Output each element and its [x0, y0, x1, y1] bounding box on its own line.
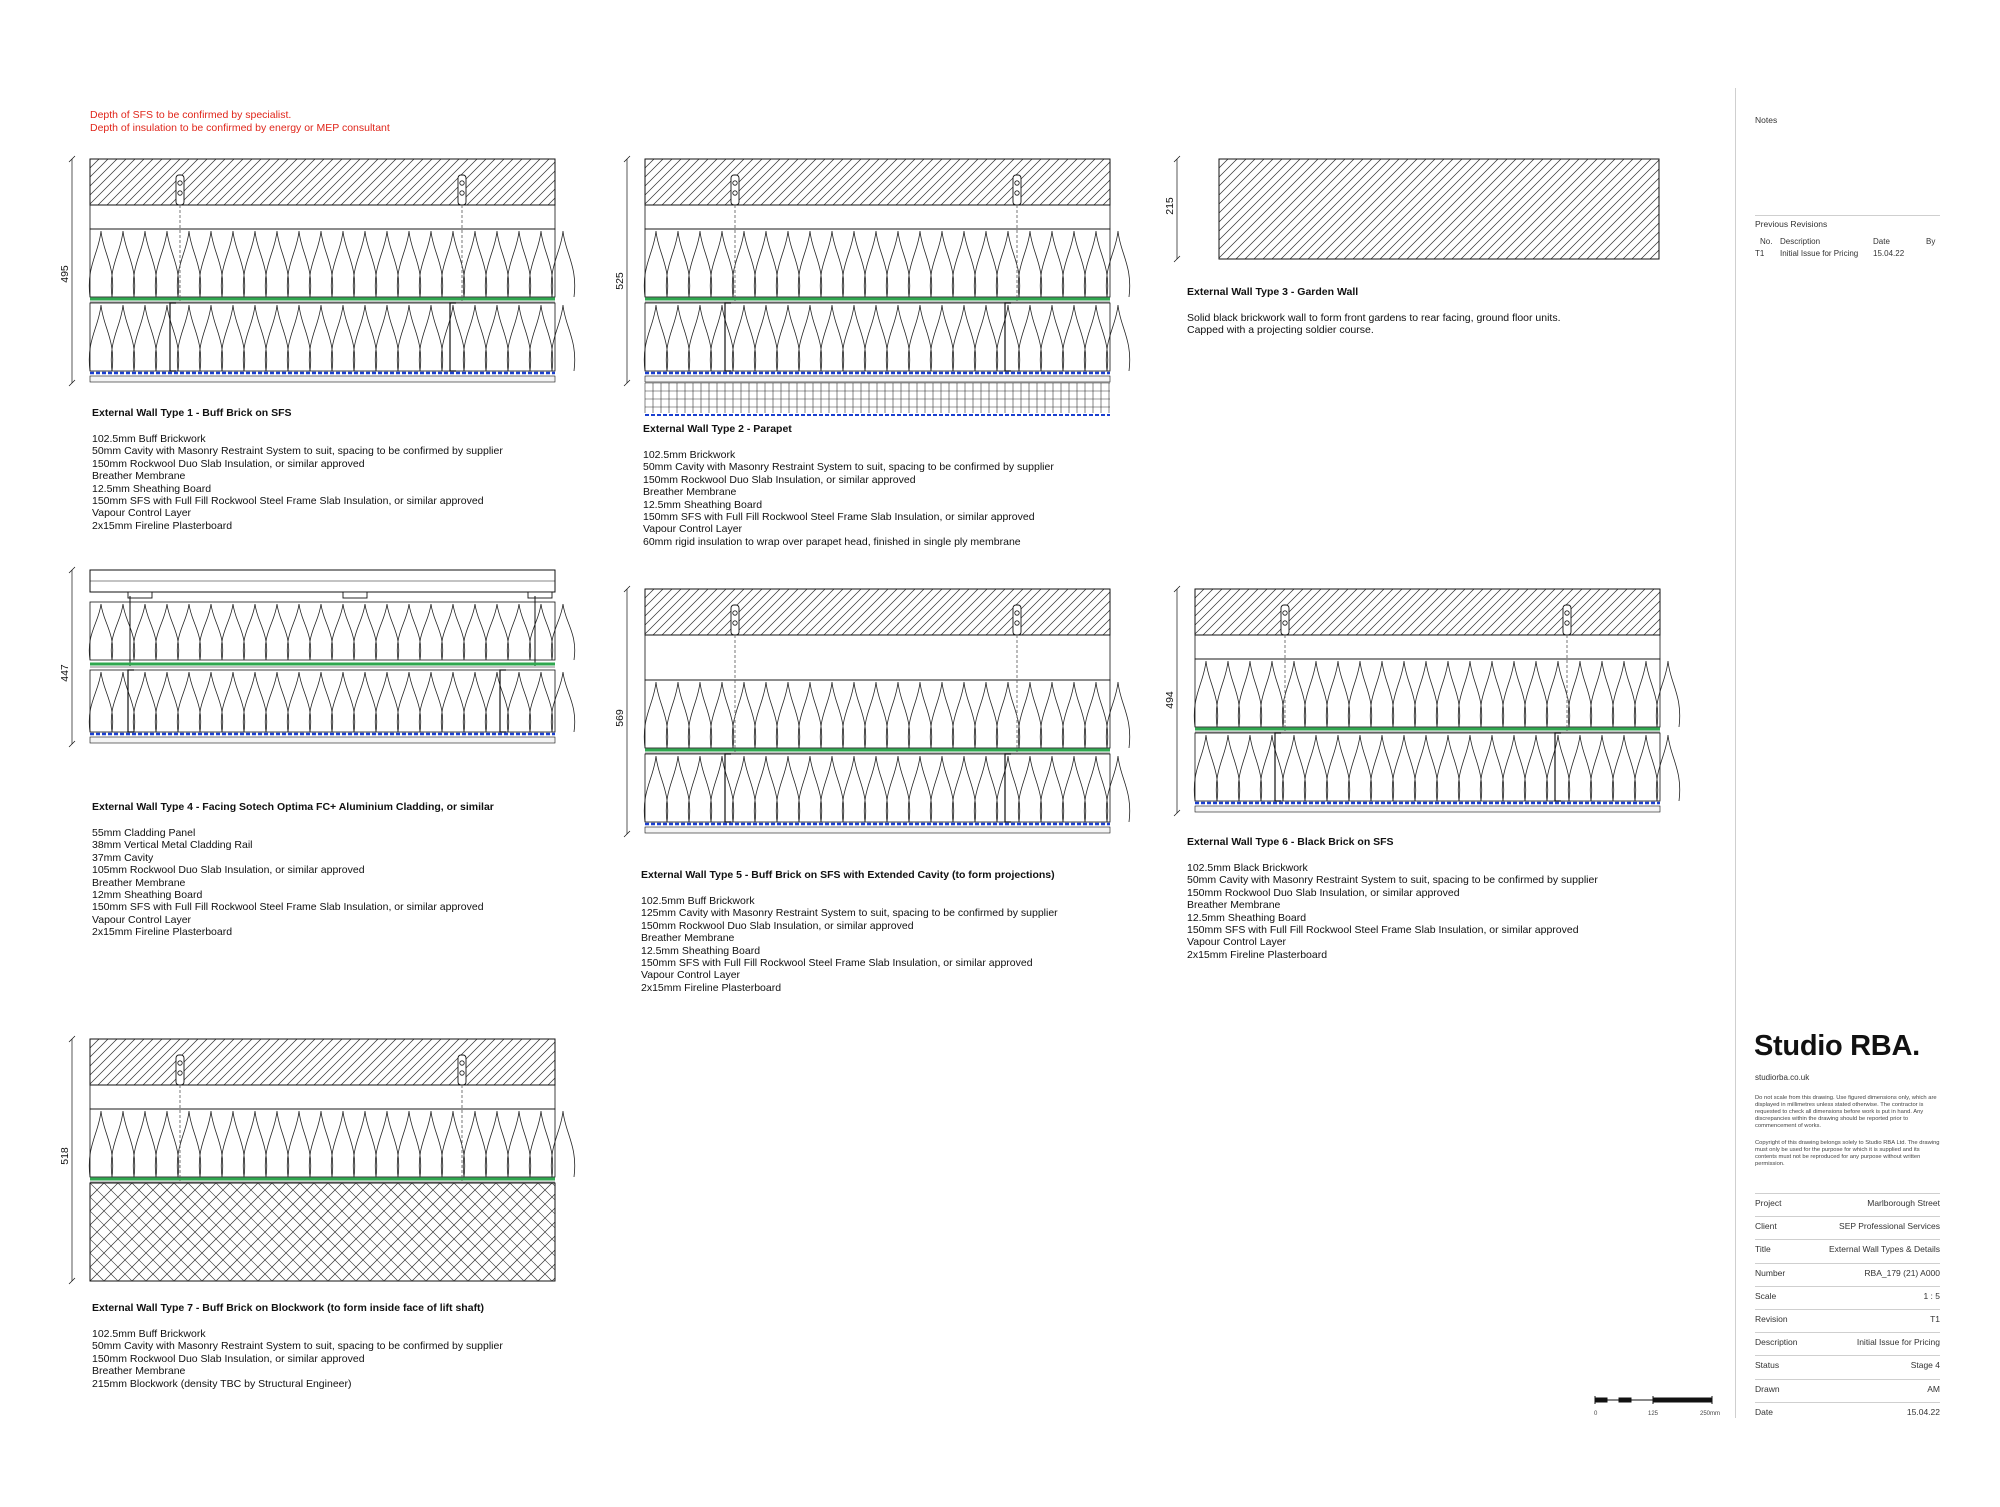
dimension-label-1: 495 — [59, 265, 71, 283]
title-field-value: External Wall Types & Details — [1828, 1244, 1940, 1255]
scale-label-250: 250mm — [1700, 1411, 1721, 1417]
wall-section-6 — [1165, 585, 1665, 825]
spec-line: 125mm Cavity with Masonry Restraint System to suit, spacing to be confirmed by supplier — [641, 907, 1058, 920]
cladding-bracket-2 — [343, 592, 367, 598]
wall-type-2-title: External Wall Type 2 - Parapet — [643, 423, 792, 435]
wall-type-2-spec — [643, 449, 1113, 548]
dimension-label-3: 215 — [1164, 197, 1176, 215]
spec-line: 150mm SFS with Full Fill Rockwool Steel Frame Slab Insulation, or similar approved — [92, 901, 484, 914]
wall-type-4-title: External Wall Type 4 - Facing Sotech Optima FC+ Aluminium Cladding, or similar — [92, 801, 494, 813]
brick-layer — [44, 159, 639, 205]
wall-type-1-spec — [92, 433, 562, 532]
dimension-label-4: 447 — [59, 664, 71, 682]
spec-line: 2x15mm Fireline Plasterboard — [1187, 948, 1328, 961]
title-field-date — [1755, 1402, 1940, 1425]
spec-line: Vapour Control Layer — [1187, 936, 1287, 949]
wall-tie-1-bracket — [731, 605, 739, 635]
spec-line: 150mm Rockwool Duo Slab Insulation, or similar approved — [92, 457, 365, 470]
notes-rule — [1755, 215, 1940, 216]
wall-section-3 — [1165, 155, 1665, 265]
sfs-stud-2 — [1555, 733, 1561, 801]
wall-type-1-text — [92, 407, 562, 532]
spec-line: 150mm Rockwool Duo Slab Insulation, or similar approved — [1187, 886, 1460, 899]
spec-line: 50mm Cavity with Masonry Restraint System to suit, spacing to be confirmed by supplier — [643, 461, 1054, 474]
sfs-stud-2 — [1005, 754, 1011, 822]
brick-layer — [1149, 589, 1744, 635]
spec-line: 150mm Rockwool Duo Slab Insulation, or similar approved — [643, 473, 916, 486]
spec-line: 50mm Cavity with Masonry Restraint System to suit, spacing to be confirmed by supplier — [1187, 874, 1598, 887]
brick-layer-outline — [90, 1039, 555, 1085]
title-field-client — [1755, 1216, 1940, 1239]
title-field-value: Initial Issue for Pricing — [1856, 1337, 1940, 1348]
title-field-label: Date — [1755, 1406, 1773, 1417]
breather-membrane — [645, 749, 1110, 752]
blockwork-layer-b — [0, 1183, 748, 1281]
note-line: Depth of insulation to be confirmed by energy or MEP consultant — [90, 121, 390, 134]
wall-section-7 — [60, 1035, 560, 1285]
note-line: Depth of SFS to be confirmed by specialist. — [90, 109, 292, 121]
cavity-layer — [645, 205, 1110, 229]
title-field-drawn — [1755, 1379, 1940, 1402]
spec-line: 50mm Cavity with Masonry Restraint System to suit, spacing to be confirmed by supplier — [92, 445, 503, 458]
spec-line: Breather Membrane — [92, 1365, 186, 1378]
wall-section-1 — [60, 155, 560, 395]
wall-tie-1-bracket — [731, 175, 739, 205]
spec-line: 150mm SFS with Full Fill Rockwool Steel Frame Slab Insulation, or similar approved — [643, 511, 1035, 524]
solid-brick-wall — [1119, 159, 1858, 259]
rev-description: Initial Issue for Pricing — [1780, 249, 1859, 258]
cavity-layer — [90, 205, 555, 229]
spec-line: Capped with a projecting soldier course. — [1187, 324, 1374, 337]
brick-layer — [44, 1039, 639, 1085]
cavity-layer — [645, 635, 1110, 680]
spec-line: Vapour Control Layer — [92, 913, 192, 926]
wall-tie-1-bracket — [176, 1055, 184, 1085]
spec-line: 150mm Rockwool Duo Slab Insulation, or similar approved — [641, 919, 914, 932]
dimension-label-2: 525 — [614, 272, 626, 290]
title-field-project — [1755, 1193, 1940, 1216]
brick-layer — [599, 589, 1194, 635]
disclaimer-scale: Do not scale from this drawing. Use figured dimensions only, which are displayed in millimetres unless stated otherwise. The contractor is requested to check all dimensions before work is put in hand. Any discrepancies within the drawing should be reported prior to commencement of works. — [1755, 1095, 1937, 1129]
wall-tie-2-bracket — [1563, 605, 1571, 635]
vapour-control-layer-plasterboard — [90, 737, 555, 743]
brick-layer-outline — [1195, 589, 1660, 635]
sfs-stud-2 — [1005, 303, 1011, 371]
dimension-label-6: 494 — [1164, 691, 1176, 709]
wall-type-6-title: External Wall Type 6 - Black Brick on SFS — [1187, 836, 1394, 848]
breather-membrane — [1195, 728, 1660, 731]
revisions-header-row — [1755, 237, 1940, 249]
wall-type-6-text — [1187, 836, 1657, 961]
spec-line: 102.5mm Brickwork — [643, 449, 736, 461]
rev-col-by: By — [1926, 237, 1936, 246]
spec-line: 12.5mm Sheathing Board — [643, 498, 763, 511]
revisions-row — [1755, 249, 1940, 261]
rev-col-date: Date — [1873, 237, 1890, 246]
title-field-value: 15.04.22 — [1906, 1406, 1940, 1417]
title-field-value: AM — [1927, 1383, 1940, 1394]
spec-line: 12mm Sheathing Board — [92, 889, 203, 902]
title-field-status — [1755, 1355, 1940, 1378]
disclaimer-copyright: Copyright of this drawing belongs solely to Studio RBA Ltd. The drawing must only be used for the purpose for which it is supplied and its contents must not be reproduced for any purpose without written permission. — [1755, 1140, 1940, 1167]
scale-label-0: 0 — [1594, 1411, 1598, 1417]
title-field-value: RBA_179 (21) A000 — [1864, 1267, 1940, 1278]
spec-line: Vapour Control Layer — [641, 969, 741, 982]
rigid-insulation-grid — [645, 383, 1110, 413]
spec-line: 12.5mm Sheathing Board — [92, 482, 212, 495]
brick-layer — [599, 159, 1194, 205]
rev-col-description: Description — [1780, 237, 1821, 246]
cladding-bracket-1 — [128, 592, 152, 598]
spec-line: 50mm Cavity with Masonry Restraint System to suit, spacing to be confirmed by supplier — [92, 1340, 503, 1353]
title-field-scale — [1755, 1286, 1940, 1309]
insulation-layer-1 — [89, 231, 575, 297]
brick-layer-outline — [645, 589, 1110, 635]
wall-type-5-title: External Wall Type 5 - Buff Brick on SFS with Extended Cavity (to form projections) — [641, 869, 1055, 881]
wall-type-4-text — [92, 801, 592, 939]
breather-membrane — [90, 298, 555, 301]
wall-tie-2-bracket — [458, 175, 466, 205]
wall-tie-1-bracket — [1281, 605, 1289, 635]
spec-line: 105mm Rockwool Duo Slab Insulation, or similar approved — [92, 864, 365, 877]
insulation-layer-1 — [644, 231, 1130, 297]
spec-line: 12.5mm Sheathing Board — [1187, 911, 1307, 924]
spec-line: 102.5mm Buff Brickwork — [641, 895, 755, 907]
studio-logo: Studio RBA. — [1754, 1030, 1920, 1062]
title-field-label: Description — [1755, 1337, 1798, 1348]
spec-line: 12.5mm Sheathing Board — [641, 944, 761, 957]
spec-line: Breather Membrane — [1187, 899, 1281, 912]
scale-bar — [1592, 1395, 1722, 1425]
wall-type-3-title: External Wall Type 3 - Garden Wall — [1187, 286, 1359, 298]
wall-tie-2-bracket — [1013, 175, 1021, 205]
title-field-label: Number — [1755, 1267, 1786, 1278]
vapour-control-layer-plasterboard — [90, 376, 555, 382]
dimension-label-7: 518 — [59, 1147, 71, 1165]
sfs-insulation-layer — [1194, 735, 1680, 801]
wall-type-5-spec — [641, 895, 1141, 994]
breather-membrane — [645, 298, 1110, 301]
spec-line: Breather Membrane — [641, 932, 735, 945]
wall-type-7-text — [92, 1302, 592, 1390]
website-link[interactable]: studiorba.co.uk — [1755, 1073, 1810, 1082]
spec-line: 2x15mm Fireline Plasterboard — [92, 926, 233, 939]
wall-tie-2-bracket — [1013, 605, 1021, 635]
spec-line: 102.5mm Buff Brickwork — [92, 1328, 206, 1340]
wall-type-7-spec — [92, 1328, 592, 1390]
revisions-heading: Previous Revisions — [1755, 219, 1828, 229]
spec-line: 55mm Cladding Panel — [92, 827, 196, 839]
specialist-note — [90, 109, 390, 134]
wall-type-1-title: External Wall Type 1 - Buff Brick on SFS — [92, 407, 292, 419]
insulation-layer-1 — [644, 682, 1130, 748]
title-block-divider — [1735, 88, 1736, 1418]
insulation-layer-1 — [89, 604, 575, 660]
title-field-label: Client — [1755, 1221, 1777, 1232]
wall-section-5 — [615, 585, 1115, 855]
spec-line: 37mm Cavity — [92, 851, 154, 864]
brick-layer-outline — [645, 159, 1110, 205]
wall-section-4 — [60, 566, 560, 786]
wall-type-6-spec — [1187, 862, 1657, 961]
spec-line: Vapour Control Layer — [643, 523, 743, 536]
brick-layer-outline — [90, 159, 555, 205]
scale-label-125: 125 — [1648, 1411, 1659, 1417]
spec-line: 38mm Vertical Metal Cladding Rail — [92, 839, 253, 852]
title-field-value: SEP Professional Services — [1839, 1221, 1940, 1232]
spec-line: 2x15mm Fireline Plasterboard — [641, 981, 782, 994]
cladding-bracket-3 — [528, 592, 552, 598]
notes-heading: Notes — [1755, 115, 1778, 125]
title-field-description — [1755, 1332, 1940, 1355]
spec-line: 150mm Rockwool Duo Slab Insulation, or similar approved — [92, 1352, 365, 1365]
title-field-number — [1755, 1263, 1940, 1286]
spec-line: 215mm Blockwork (density TBC by Structural Engineer) — [92, 1377, 352, 1390]
wall-section-2 — [615, 155, 1115, 415]
rev-no: T1 — [1755, 249, 1765, 258]
sfs-insulation-layer — [644, 305, 1130, 371]
title-field-label: Drawn — [1755, 1383, 1780, 1394]
wall-tie-2-bracket — [458, 1055, 466, 1085]
title-field-revision — [1755, 1309, 1940, 1332]
spec-line: Breather Membrane — [92, 470, 186, 483]
spec-line: 60mm rigid insulation to wrap over parapet head, finished in single ply membrane — [643, 535, 1021, 548]
title-field-label: Title — [1755, 1244, 1771, 1255]
spec-line: Breather Membrane — [643, 486, 737, 499]
title-field-label: Scale — [1755, 1290, 1777, 1301]
rev-date: 15.04.22 — [1873, 249, 1905, 258]
wall-type-4-spec — [92, 827, 592, 939]
spec-line: 102.5mm Buff Brickwork — [92, 433, 206, 445]
spec-line: Vapour Control Layer — [92, 507, 192, 520]
sfs-insulation-layer — [644, 756, 1130, 822]
cavity-layer — [1195, 635, 1660, 659]
sfs-stud-2 — [450, 303, 456, 371]
wall-tie-1-bracket — [176, 175, 184, 205]
title-field-label: Revision — [1755, 1314, 1788, 1324]
spec-line: 2x15mm Fireline Plasterboard — [92, 519, 233, 532]
title-field-value: T1 — [1930, 1314, 1940, 1324]
wall-type-2-text — [643, 423, 1113, 548]
wall-type-5-text — [641, 869, 1141, 994]
vapour-control-layer-plasterboard — [645, 827, 1110, 833]
blockwork-layer-a — [0, 1183, 748, 1281]
spec-line: 150mm SFS with Full Fill Rockwool Steel Frame Slab Insulation, or similar approved — [641, 957, 1033, 970]
revisions-table — [1755, 237, 1940, 261]
title-field-value: Stage 4 — [1910, 1360, 1940, 1371]
title-field-value: 1 : 5 — [1923, 1290, 1940, 1301]
sfs-insulation-layer — [89, 672, 575, 732]
spec-line: 150mm SFS with Full Fill Rockwool Steel Frame Slab Insulation, or similar approved — [1187, 924, 1579, 937]
breather-membrane — [90, 663, 555, 666]
insulation-layer-1 — [89, 1111, 575, 1177]
spec-line: Breather Membrane — [92, 876, 186, 889]
wall-type-7-title: External Wall Type 7 - Buff Brick on Blockwork (to form inside face of lift shaft) — [92, 1302, 485, 1314]
rev-col-no: No. — [1760, 237, 1773, 246]
title-field-title — [1755, 1239, 1940, 1262]
breather-membrane — [90, 1178, 555, 1181]
title-field-label: Project — [1755, 1198, 1782, 1208]
vapour-control-layer-plasterboard — [645, 376, 1110, 382]
title-field-value: Marlborough Street — [1867, 1198, 1940, 1208]
vapour-control-layer-plasterboard — [1195, 806, 1660, 812]
wall-type-3-text — [1187, 286, 1657, 337]
cavity-layer — [90, 1085, 555, 1109]
title-field-label: Status — [1755, 1360, 1780, 1371]
spec-line: 150mm SFS with Full Fill Rockwool Steel Frame Slab Insulation, or similar approved — [92, 495, 484, 508]
insulation-layer-1 — [1194, 661, 1680, 727]
sfs-insulation-layer — [89, 305, 575, 371]
spec-line: 102.5mm Black Brickwork — [1187, 862, 1308, 874]
wall-type-3-spec — [1187, 312, 1657, 337]
spec-line: Solid black brickwork wall to form front gardens to rear facing, ground floor units. — [1187, 312, 1561, 324]
dimension-label-5: 569 — [614, 709, 626, 727]
